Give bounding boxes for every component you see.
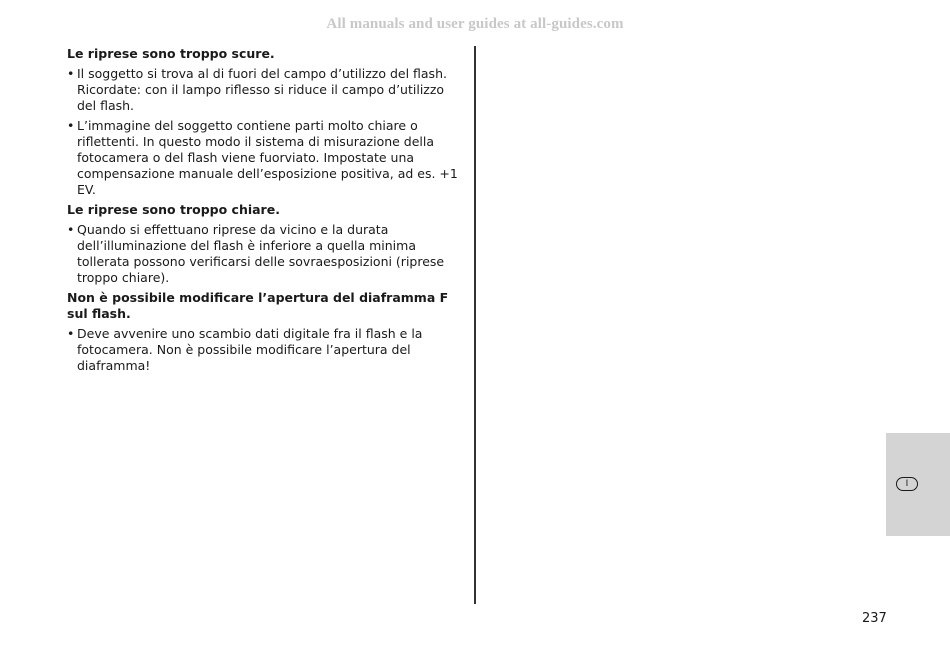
language-tab bbox=[886, 433, 950, 536]
list-item bbox=[67, 222, 467, 286]
list-item bbox=[67, 326, 467, 374]
list-item-text: Quando si effettuano riprese da vicino e la durata dell’illuminazione del flash è inferiore a quella minima tollerata possono verificarsi delle sovraesposizioni (riprese troppo chiare). bbox=[77, 222, 445, 285]
content-column bbox=[67, 46, 467, 378]
section-heading-aperture: Non è possibile modificare l’apertura del diaframma F sul flash. bbox=[67, 290, 449, 321]
list-item bbox=[67, 66, 467, 114]
bullet-icon: • bbox=[67, 326, 75, 341]
bullet-icon: • bbox=[67, 66, 75, 81]
list-item bbox=[67, 118, 467, 198]
list-item-text: Il soggetto si trova al di fuori del campo d’utilizzo del flash. Ricordate: con il lampo riflesso si riduce il campo d’utilizzo del flash. bbox=[77, 66, 447, 113]
bullet-icon: • bbox=[67, 118, 75, 133]
section-heading-too-bright: Le riprese sono troppo chiare. bbox=[67, 202, 280, 217]
bullet-icon: • bbox=[67, 222, 75, 237]
list-item-text: L’immagine del soggetto contiene parti molto chiare o riflettenti. In questo modo il sistema di misurazione della fotocamera o del flash viene fuorviato. Impostate una compensazione manuale dell’esposizione positiva, ad es. +1 EV. bbox=[77, 118, 458, 197]
column-divider bbox=[474, 46, 476, 604]
list-item-text: Deve avvenire uno scambio dati digitale fra il flash e la fotocamera. Non è possibile modificare l’apertura del diaframma! bbox=[77, 326, 423, 373]
watermark-text: All manuals and user guides at all-guides.com bbox=[326, 16, 624, 32]
language-badge: I bbox=[896, 477, 918, 491]
page-number: 237 bbox=[862, 611, 887, 626]
section-heading-too-dark: Le riprese sono troppo scure. bbox=[67, 46, 275, 61]
